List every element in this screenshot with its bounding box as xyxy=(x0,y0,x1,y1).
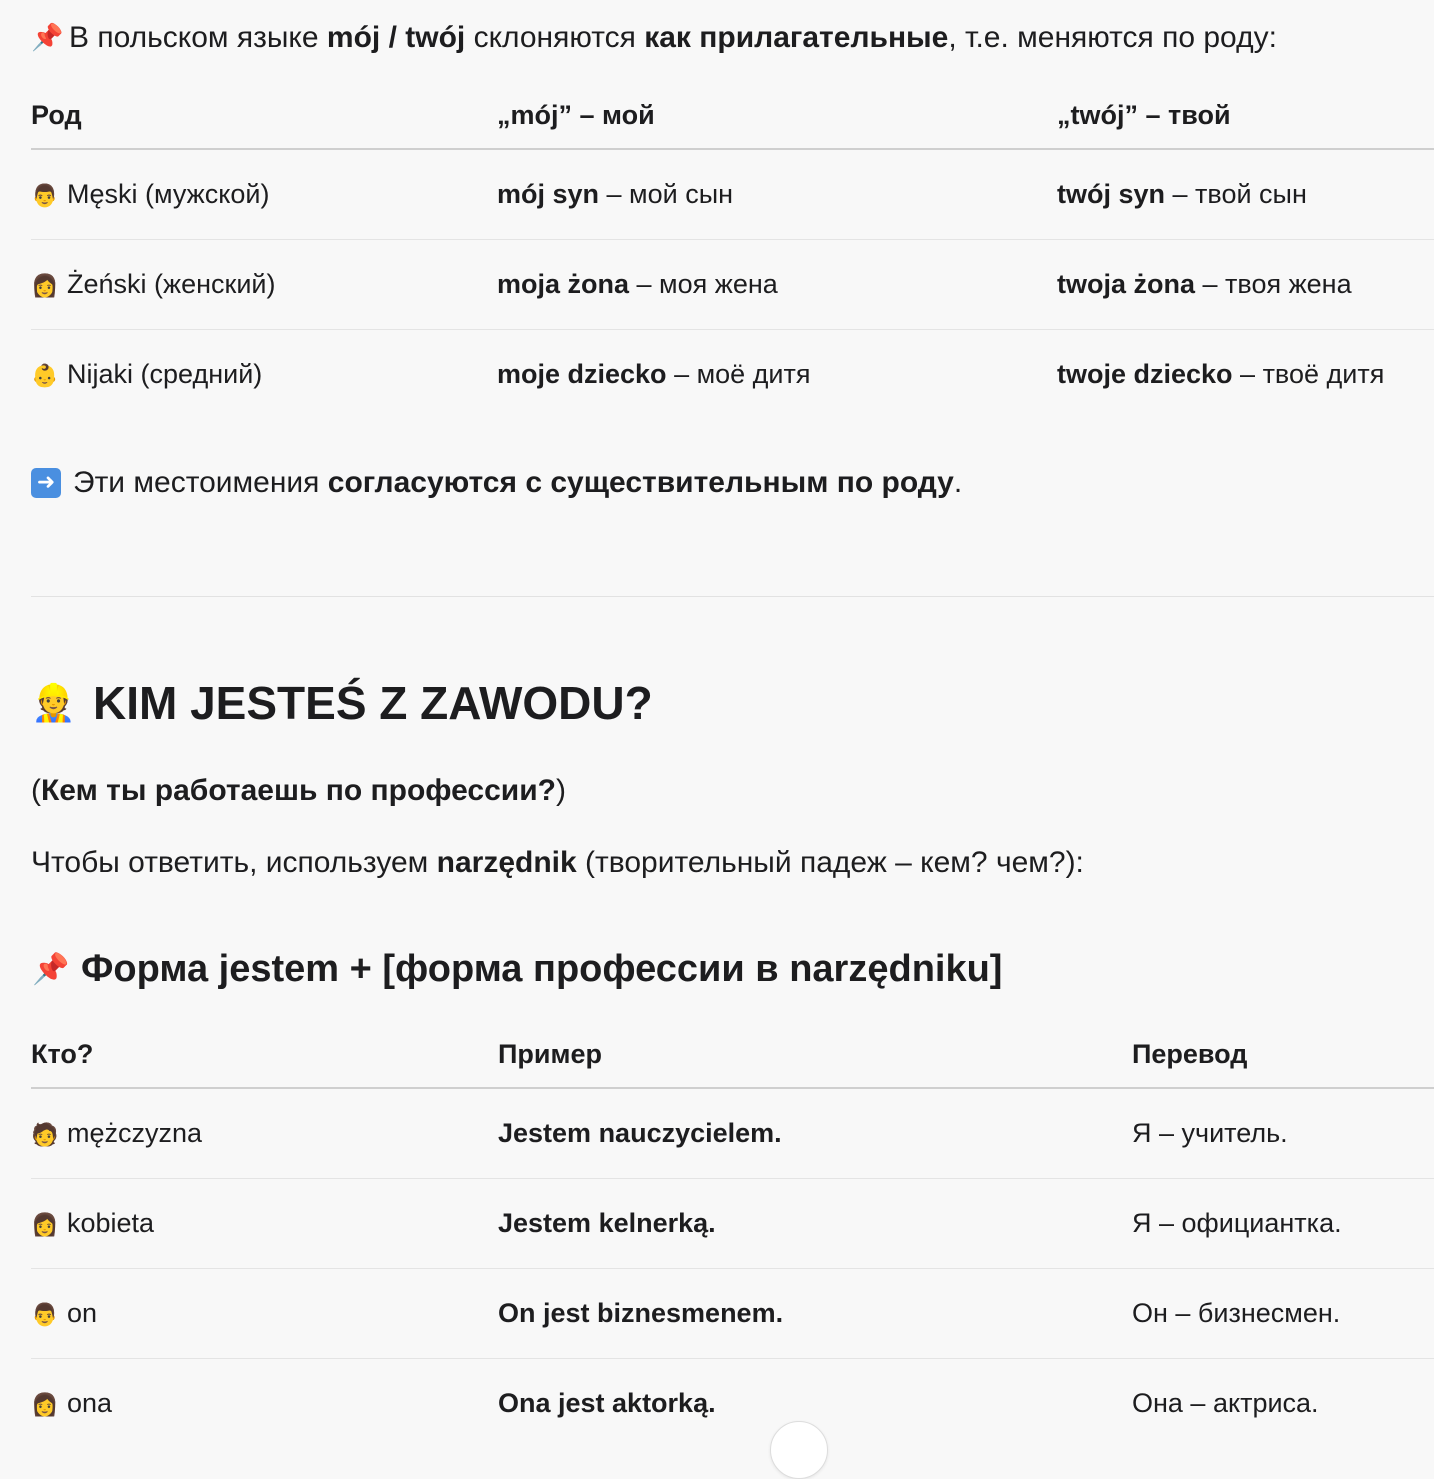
twoj-translation: – твой сын xyxy=(1165,179,1307,209)
column-header: „mój” – мой xyxy=(497,82,1057,149)
teacher-icon: 🧑 xyxy=(31,1123,59,1148)
note-line xyxy=(31,466,962,500)
example-text: Ona jest aktorką. xyxy=(498,1388,716,1418)
para-part2: (творительный падеж – кем? чем?): xyxy=(576,846,1084,879)
twoj-form: twoje dziecko xyxy=(1057,359,1233,389)
who-label: on xyxy=(67,1298,98,1328)
intro-bold2: как прилагательные xyxy=(644,21,949,54)
moj-form: mój syn xyxy=(497,179,600,209)
intro-line xyxy=(31,16,1277,60)
office-worker-icon: 👨 xyxy=(31,1303,59,1328)
gender-cell xyxy=(31,240,497,330)
section-heading xyxy=(31,676,653,730)
moj-cell xyxy=(497,149,1057,240)
man-face-icon: 👨 xyxy=(31,184,59,209)
example-cell xyxy=(498,1269,1132,1359)
intro-part2: склоняются xyxy=(465,21,645,54)
translation-cell: Она – актриса. xyxy=(1132,1388,1319,1418)
explanation-paragraph xyxy=(31,846,1084,880)
who-label: mężczyzna xyxy=(67,1118,203,1148)
moj-form: moja żona xyxy=(497,269,630,299)
table-header-row xyxy=(31,82,1434,149)
pushpin-icon: 📌 xyxy=(32,952,70,987)
table-row xyxy=(31,330,1434,420)
table-row xyxy=(31,149,1434,240)
column-header: Пример xyxy=(498,1021,1132,1088)
para-bold: narzędnik xyxy=(436,846,577,879)
who-cell xyxy=(31,1359,498,1449)
intro-part1: В польском языке xyxy=(69,21,327,54)
twoj-cell xyxy=(1057,149,1434,240)
section-subtitle xyxy=(31,774,566,808)
translation-cell: Я – учитель. xyxy=(1132,1088,1434,1179)
example-text: Jestem kelnerką. xyxy=(498,1208,716,1238)
who-label: kobieta xyxy=(67,1208,155,1238)
who-label: ona xyxy=(67,1388,113,1418)
table-row xyxy=(31,1088,1434,1179)
subtitle-bold: Кем ты работаешь по профессии? xyxy=(41,774,557,807)
note-text xyxy=(73,466,962,500)
translation-cell: Он – бизнесмен. xyxy=(1132,1269,1434,1359)
table-header-row xyxy=(31,1021,1434,1088)
pushpin-icon: 📌 xyxy=(31,23,64,53)
form-heading xyxy=(31,948,1002,991)
note-part2: . xyxy=(953,466,963,499)
scroll-down-button[interactable] xyxy=(770,1421,828,1479)
construction-worker-icon: 👷 xyxy=(31,683,76,724)
gender-label: Żeński (женский) xyxy=(67,269,276,299)
twoj-translation: – твоё дитя xyxy=(1232,359,1385,389)
gender-label: Męski (мужской) xyxy=(67,179,270,209)
section-title: KIM JESTEŚ Z ZAWODU? xyxy=(93,677,653,729)
moj-translation: – мой сын xyxy=(599,179,734,209)
subtitle-open-paren: ( xyxy=(31,774,41,807)
note-part1: Эти местоимения xyxy=(73,466,328,499)
example-cell xyxy=(498,1179,1132,1269)
example-text: On jest biznesmenem. xyxy=(498,1298,784,1328)
right-arrow-icon: ➜ xyxy=(31,468,61,498)
column-header: Перевод xyxy=(1132,1021,1434,1088)
moj-translation: – моё дитя xyxy=(666,359,811,389)
column-header: „twój” – твой xyxy=(1057,82,1434,149)
example-cell xyxy=(498,1088,1132,1179)
gender-cell xyxy=(31,149,497,240)
column-header: Кто? xyxy=(31,1021,498,1088)
twoj-form: twój syn xyxy=(1057,179,1166,209)
para-part1: Чтобы ответить, используем xyxy=(31,846,437,879)
table-row xyxy=(31,1359,1434,1449)
twoj-cell xyxy=(1057,240,1434,330)
note-bold: согласуются с существительным по роду xyxy=(327,466,954,499)
who-cell xyxy=(31,1088,498,1179)
table-row xyxy=(31,1269,1434,1359)
twoj-form: twoja żona xyxy=(1057,269,1196,299)
intro-part3: , т.е. меняются по роду: xyxy=(948,21,1277,54)
moj-cell xyxy=(497,240,1057,330)
moj-translation: – моя жена xyxy=(629,269,778,299)
moj-form: moje dziecko xyxy=(497,359,667,389)
subtitle-close-paren: ) xyxy=(556,774,567,807)
intro-text xyxy=(69,16,1277,60)
who-cell xyxy=(31,1179,498,1269)
table-row xyxy=(31,1179,1434,1269)
artist-icon: 👩 xyxy=(31,1393,59,1418)
baby-face-icon: 👶 xyxy=(31,364,59,389)
gender-table xyxy=(31,82,1434,419)
profession-table xyxy=(31,1021,1434,1448)
column-header: Род xyxy=(31,82,497,149)
twoj-translation: – твоя жена xyxy=(1195,269,1352,299)
twoj-cell xyxy=(1057,330,1434,420)
section-divider xyxy=(31,596,1434,597)
woman-face-icon: 👩 xyxy=(31,274,59,299)
cook-icon: 👩 xyxy=(31,1213,59,1238)
intro-bold1: mój / twój xyxy=(326,21,466,54)
who-cell xyxy=(31,1269,498,1359)
form-heading-text: Форма jestem + [форма профессии в narzędniku] xyxy=(81,948,1003,990)
gender-cell xyxy=(31,330,497,420)
moj-cell xyxy=(497,330,1057,420)
example-text: Jestem nauczycielem. xyxy=(498,1118,782,1148)
table-row xyxy=(31,240,1434,330)
translation-cell: Я – официантка. xyxy=(1132,1179,1434,1269)
gender-label: Nijaki (средний) xyxy=(67,359,263,389)
